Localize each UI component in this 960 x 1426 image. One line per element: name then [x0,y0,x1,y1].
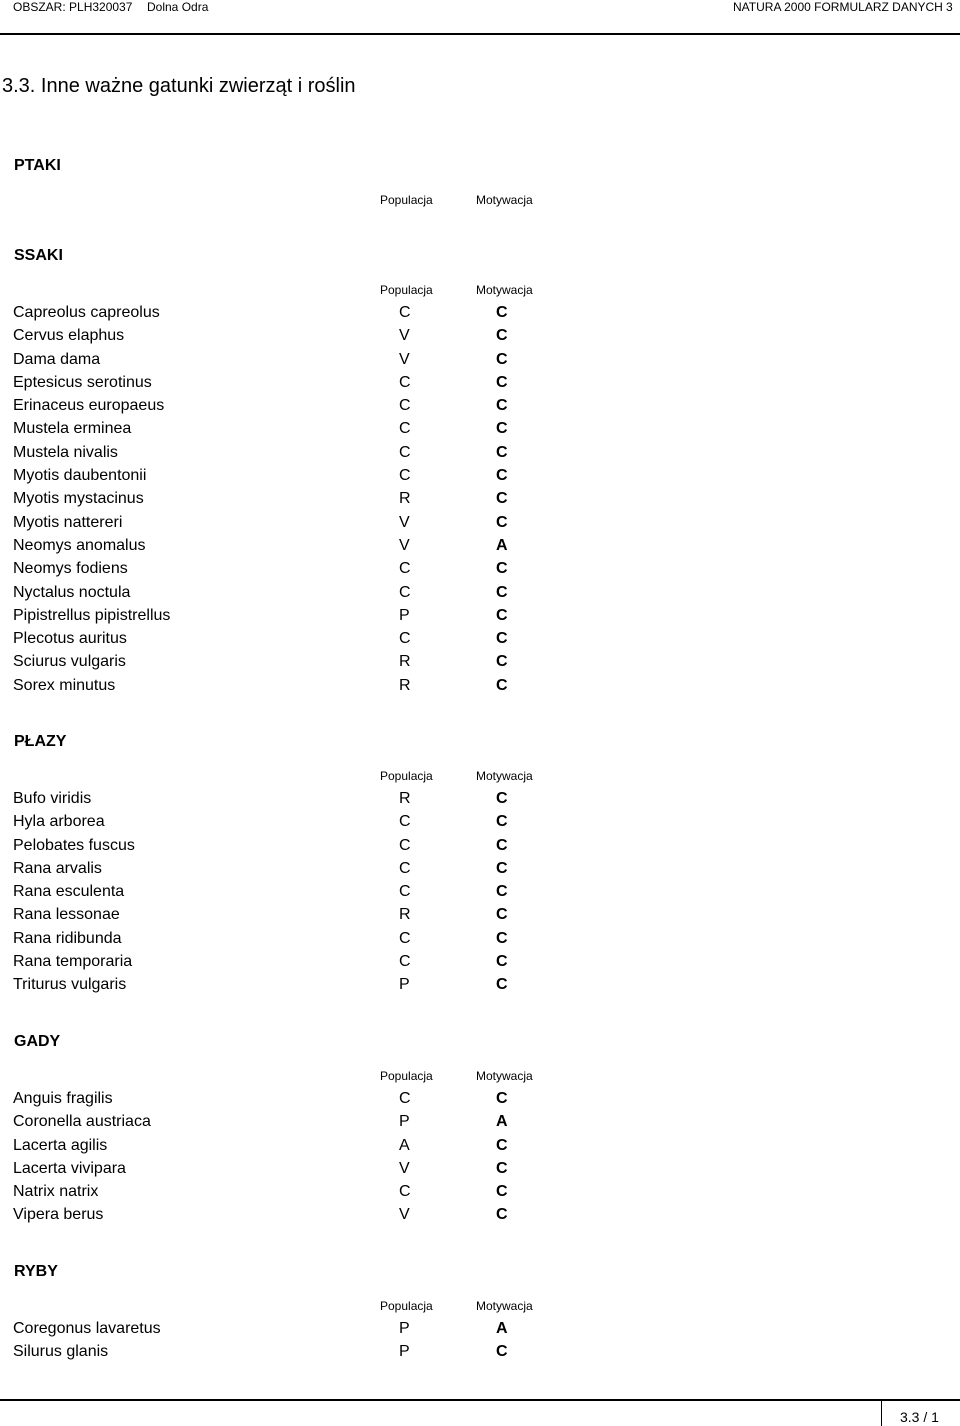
motivation-value: C [496,836,508,854]
table-row [0,950,960,973]
motivation-value: C [496,1090,508,1107]
table-row [0,834,960,857]
population-value: V [399,1206,410,1224]
footer-divider [0,1399,960,1401]
population-value: P [399,606,410,624]
population-value: C [399,373,411,391]
column-header-population: Populacja [380,1069,433,1083]
table-row [0,1134,960,1157]
species-name: Capreolus capreolus [13,304,160,321]
motivation-value: C [496,790,508,807]
population-value: P [399,976,410,994]
population-value: P [399,1113,410,1131]
section-title: PTAKI [14,157,61,174]
species-name: Natrix natrix [13,1183,99,1201]
population-value: V [399,536,410,554]
motivation-value: C [496,583,508,601]
column-header-population: Populacja [380,283,433,297]
species-name: Sorex minutus [13,676,116,694]
table-row [0,787,960,810]
motivation-value: A [496,536,508,554]
column-header-motivation: Motywacja [476,283,533,297]
section-title: SSAKI [14,247,63,264]
motivation-value: C [496,560,508,578]
motivation-value: C [496,630,508,648]
table-row [0,674,960,697]
table-row [0,1180,960,1203]
motivation-value: C [496,443,508,461]
table-row [0,1110,960,1133]
species-name: Plecotus auritus [13,630,127,648]
population-value: C [399,836,411,854]
species-name: Sciurus vulgaris [13,653,126,671]
population-value: C [399,630,411,648]
table-row [0,810,960,833]
section-title: GADY [14,1033,61,1050]
motivation-value: C [496,606,508,624]
species-name: Eptesicus serotinus [13,373,152,391]
column-header-motivation: Motywacja [476,1069,533,1083]
table-row [0,301,960,324]
motivation-value: C [496,1136,508,1154]
population-value: C [399,420,411,438]
population-value: C [399,397,411,415]
table-row [0,1203,960,1226]
species-name: Triturus vulgaris [13,976,127,994]
motivation-value: C [496,883,508,901]
species-list [0,1087,960,1227]
species-name: Rana arvalis [13,859,102,877]
species-list [0,1317,960,1364]
header-area-code: OBSZAR: PLH320037 [13,0,133,14]
species-name: Coregonus lavaretus [13,1320,161,1337]
population-value: C [399,813,411,831]
motivation-value: C [496,420,508,438]
species-name: Neomys fodiens [13,560,128,578]
population-value: V [399,513,410,531]
motivation-value: C [496,327,508,345]
population-value: R [399,490,411,508]
table-row [0,880,960,903]
species-name: Myotis nattereri [13,513,123,531]
motivation-value: C [496,653,508,671]
table-row [0,857,960,880]
motivation-value: C [496,953,508,971]
column-header-motivation: Motywacja [476,769,533,783]
population-value: R [399,790,411,807]
population-value: C [399,1183,411,1201]
species-list [0,301,960,697]
motivation-value: C [496,490,508,508]
species-name: Lacerta vivipara [13,1159,126,1177]
table-row [0,511,960,534]
column-header-population: Populacja [380,1299,433,1313]
motivation-value: C [496,350,508,368]
species-name: Cervus elaphus [13,327,125,345]
species-name: Rana ridibunda [13,929,122,947]
motivation-value: C [496,304,508,321]
motivation-value: C [496,373,508,391]
column-header-motivation: Motywacja [476,193,533,207]
population-value: C [399,560,411,578]
motivation-value: C [496,859,508,877]
population-value: C [399,467,411,485]
species-name: Hyla arborea [13,813,105,831]
population-value: C [399,859,411,877]
header-divider [0,33,960,35]
table-row [0,627,960,650]
motivation-value: C [496,1183,508,1201]
table-row [0,903,960,926]
population-value: C [399,929,411,947]
table-row [0,487,960,510]
table-row [0,394,960,417]
motivation-value: C [496,676,508,694]
species-name: Rana esculenta [13,883,125,901]
species-name: Silurus glanis [13,1343,109,1361]
table-row [0,581,960,604]
header-form-name: NATURA 2000 FORMULARZ DANYCH [733,0,943,14]
table-row [0,927,960,950]
motivation-value: C [496,513,508,531]
table-row [0,348,960,371]
table-row [0,417,960,440]
section-title: PŁAZY [14,733,67,750]
population-value: V [399,327,410,345]
column-header-population: Populacja [380,193,433,207]
motivation-value: C [496,976,508,994]
motivation-value: C [496,1159,508,1177]
population-value: C [399,304,411,321]
population-value: C [399,1090,411,1107]
population-value: R [399,676,411,694]
species-name: Myotis mystacinus [13,490,144,508]
population-value: P [399,1320,410,1337]
footer-page-label: 3.3 / 1 [900,1409,939,1425]
population-value: R [399,653,411,671]
species-name: Rana temporaria [13,953,133,971]
table-row [0,1157,960,1180]
header-site-name: Dolna Odra [147,0,209,14]
motivation-value: C [496,906,508,924]
population-value: V [399,1159,410,1177]
species-name: Anguis fragilis [13,1090,113,1107]
species-name: Nyctalus noctula [13,583,131,601]
table-row [0,650,960,673]
motivation-value: C [496,1343,508,1361]
motivation-value: C [496,929,508,947]
column-header-population: Populacja [380,769,433,783]
species-name: Lacerta agilis [13,1136,108,1154]
population-value: A [399,1136,410,1154]
motivation-value: C [496,1206,508,1224]
motivation-value: C [496,397,508,415]
population-value: C [399,583,411,601]
population-value: C [399,953,411,971]
species-name: Myotis daubentonii [13,467,147,485]
population-value: C [399,443,411,461]
table-row [0,973,960,996]
species-name: Coronella austriaca [13,1113,151,1131]
table-row [0,1087,960,1110]
table-row [0,604,960,627]
population-value: C [399,883,411,901]
table-row [0,1340,960,1363]
table-row [0,371,960,394]
section-title: RYBY [14,1263,58,1280]
species-name: Bufo viridis [13,790,92,807]
table-row [0,534,960,557]
species-name: Pipistrellus pipistrellus [13,606,171,624]
species-name: Mustela nivalis [13,443,118,461]
motivation-value: A [496,1113,508,1131]
table-row [0,557,960,580]
column-header-motivation: Motywacja [476,1299,533,1313]
population-value: R [399,906,411,924]
page-header [0,0,960,14]
species-name: Rana lessonae [13,906,120,924]
motivation-value: C [496,813,508,831]
species-name: Mustela erminea [13,420,132,438]
table-row [0,464,960,487]
species-name: Dama dama [13,350,101,368]
species-name: Vipera berus [13,1206,104,1224]
population-value: P [399,1343,410,1361]
table-row [0,324,960,347]
population-value: V [399,350,410,368]
species-list [0,787,960,997]
page-title: 3.3. Inne ważne gatunki zwierząt i roślin [2,75,356,97]
motivation-value: C [496,467,508,485]
table-row [0,1317,960,1340]
footer-separator [881,1399,882,1426]
species-name: Neomys anomalus [13,536,146,554]
species-name: Erinaceus europaeus [13,397,165,415]
motivation-value: A [496,1320,508,1337]
table-row [0,441,960,464]
header-page-number: 3 [946,0,953,14]
species-name: Pelobates fuscus [13,836,135,854]
